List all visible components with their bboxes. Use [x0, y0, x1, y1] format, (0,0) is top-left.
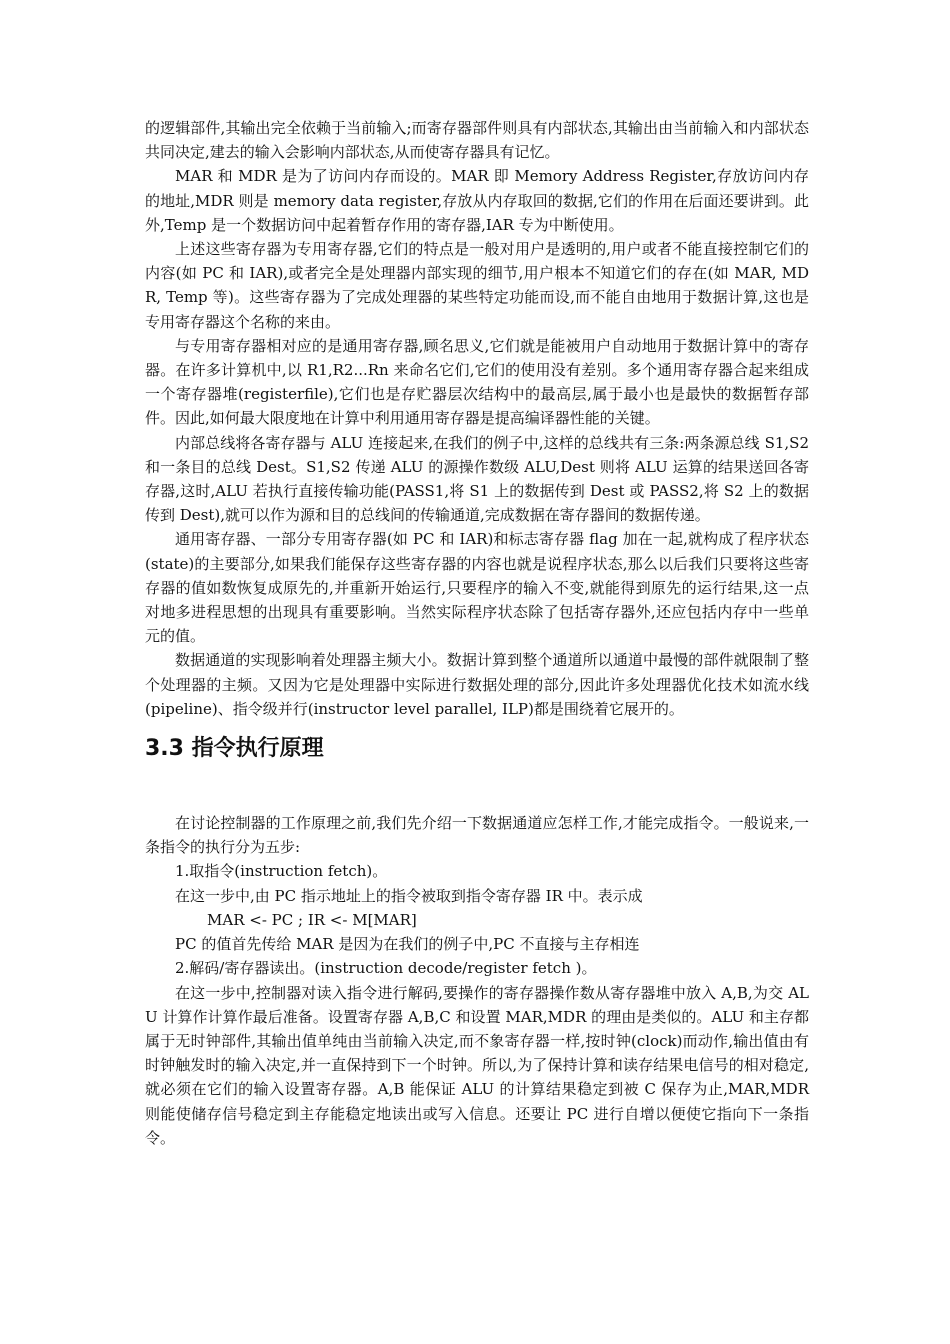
step-instruction-decode: 2.解码/寄存器读出。(instruction decode/register fetch )。: [175, 959, 597, 978]
paragraph-pc-to-mar: PC 的值首先传给 MAR 是因为在我们的例子中,PC 不直接与主存相连: [175, 935, 640, 954]
paragraph-decode-detail: 在这一步中,控制器对读入指令进行解码,要操作的寄存器操作数从寄存器堆中放入 A,B,为交 ALU 计算作计算作最后准备。设置寄存器 A,B,C 和设置 MAR,MDR 的理由是类似的。ALU 和主存都属于无时钟部件,其输出值单纯由当前输入决定,而不象寄存器一样,按时钟(clock)而动作,输出值由有时钟触发时的输入决定,并一直保持到下一个时钟。所以,为了保持计算和读存结果电信号的相对稳定,就必须在它们的输入设置寄存器。A,B 能保证 ALU 的计算结果稳定到被 C 保存为止,MAR,MDR 则能使储存信号稳定到主存能稳定地读出或写入信息。还要让 PC 进行自增以便使它指向下一条指令。: [145, 983, 809, 1147]
paragraph-mar-mdr: MAR 和 MDR 是为了访问内存而设的。MAR 即 Memory Address Register,存放访问内存的地址,MDR 则是 memory data register,存放从内存取回的数据,它们的作用在后面还要讲到。此外,Temp 是一个数据访问中起着暂存作用的寄存器,IAR 专为中断使用。: [145, 167, 809, 234]
paragraph-fetch-detail: 在这一步中,由 PC 指示地址上的指令被取到指令寄存器 IR 中。表示成: [175, 886, 643, 905]
paragraph-execution-intro: 在讨论控制器的工作原理之前,我们先介绍一下数据通道应怎样工作,才能完成指令。一般说来,一条指令的执行分为五步:: [145, 814, 809, 857]
document-page: [145, 116, 809, 1150]
paragraph-internal-bus: 内部总线将各寄存器与 ALU 连接起来,在我们的例子中,这样的总线共有三条:两条源总线 S1,S2 和一条目的总线 Dest。S1,S2 传递 ALU 的源操作数级 ALU,Dest 则将 ALU 运算的结果送回各寄存器,这时,ALU 若执行直接传输功能(PASS1,将 S1 上的数据传到 Dest 或 PASS2,将 S2 上的数据传到 Dest),就可以作为源和目的总线间的传输通道,完成数据在寄存器间的数据传递。: [145, 433, 809, 525]
paragraph-program-state: 通用寄存器、一部分专用寄存器(如 PC 和 IAR)和标志寄存器 flag 加在一起,就构成了程序状态(state)的主要部分,如果我们能保存这些寄存器的内容也就是说程序状态,那么以后我们只要将这些寄存器的值如数恢复成原先的,并重新开始运行,只要程序的输入不变,就能得到原先的运行结果,这一点对地多进程思想的出现具有重要影响。当然实际程序状态除了包括寄存器外,还应包括内存中一些单元的值。: [145, 530, 809, 646]
section-heading: 3.3 指令执行原理: [145, 736, 324, 762]
paragraph-datapath-frequency: 数据通道的实现影响着处理器主频大小。数据计算到整个通道所以通道中最慢的部件就限制了整个处理器的主频。又因为它是处理器中实际进行数据处理的部分,因此许多处理器优化技术如流水线(pipeline)、指令级并行(instructor level parallel, ILP)都是围绕着它展开的。: [145, 651, 809, 718]
step-instruction-fetch: 1.取指令(instruction fetch)。: [175, 862, 388, 881]
paragraph-special-registers: 上述这些寄存器为专用寄存器,它们的特点是一般对用户是透明的,用户或者不能直接控制它们的内容(如 PC 和 IAR),或者完全是处理器内部实现的细节,用户根本不知道它们的存在(如 MAR, MDR, Temp 等)。这些寄存器为了完成处理器的某些特定功能而设,而不能自由地用于数据计算,这也是专用寄存器这个名称的来由。: [145, 240, 809, 331]
code-fetch-expression: MAR <- PC ; IR <- M[MAR]: [207, 910, 417, 929]
paragraph-general-registers: 与专用寄存器相对应的是通用寄存器,顾名思义,它们就是能被用户自动地用于数据计算中的寄存器。在许多计算机中,以 R1,R2...Rn 来命名它们,它们的使用没有差别。多个通用寄存器合起来组成一个寄存器堆(registerfile),它们也是存贮器层次结构中的最高层,属于最小也是最快的数据暂存部件。因此,如何最大限度地在计算中利用通用寄存器是提高编译器性能的关键。: [145, 336, 809, 428]
paragraph-continuation: 的逻辑部件,其输出完全依赖于当前输入;而寄存器部件则具有内部状态,其输出由当前输入和内部状态共同决定,建去的输入会影响内部状态,从而使寄存器具有记忆。: [145, 119, 809, 162]
